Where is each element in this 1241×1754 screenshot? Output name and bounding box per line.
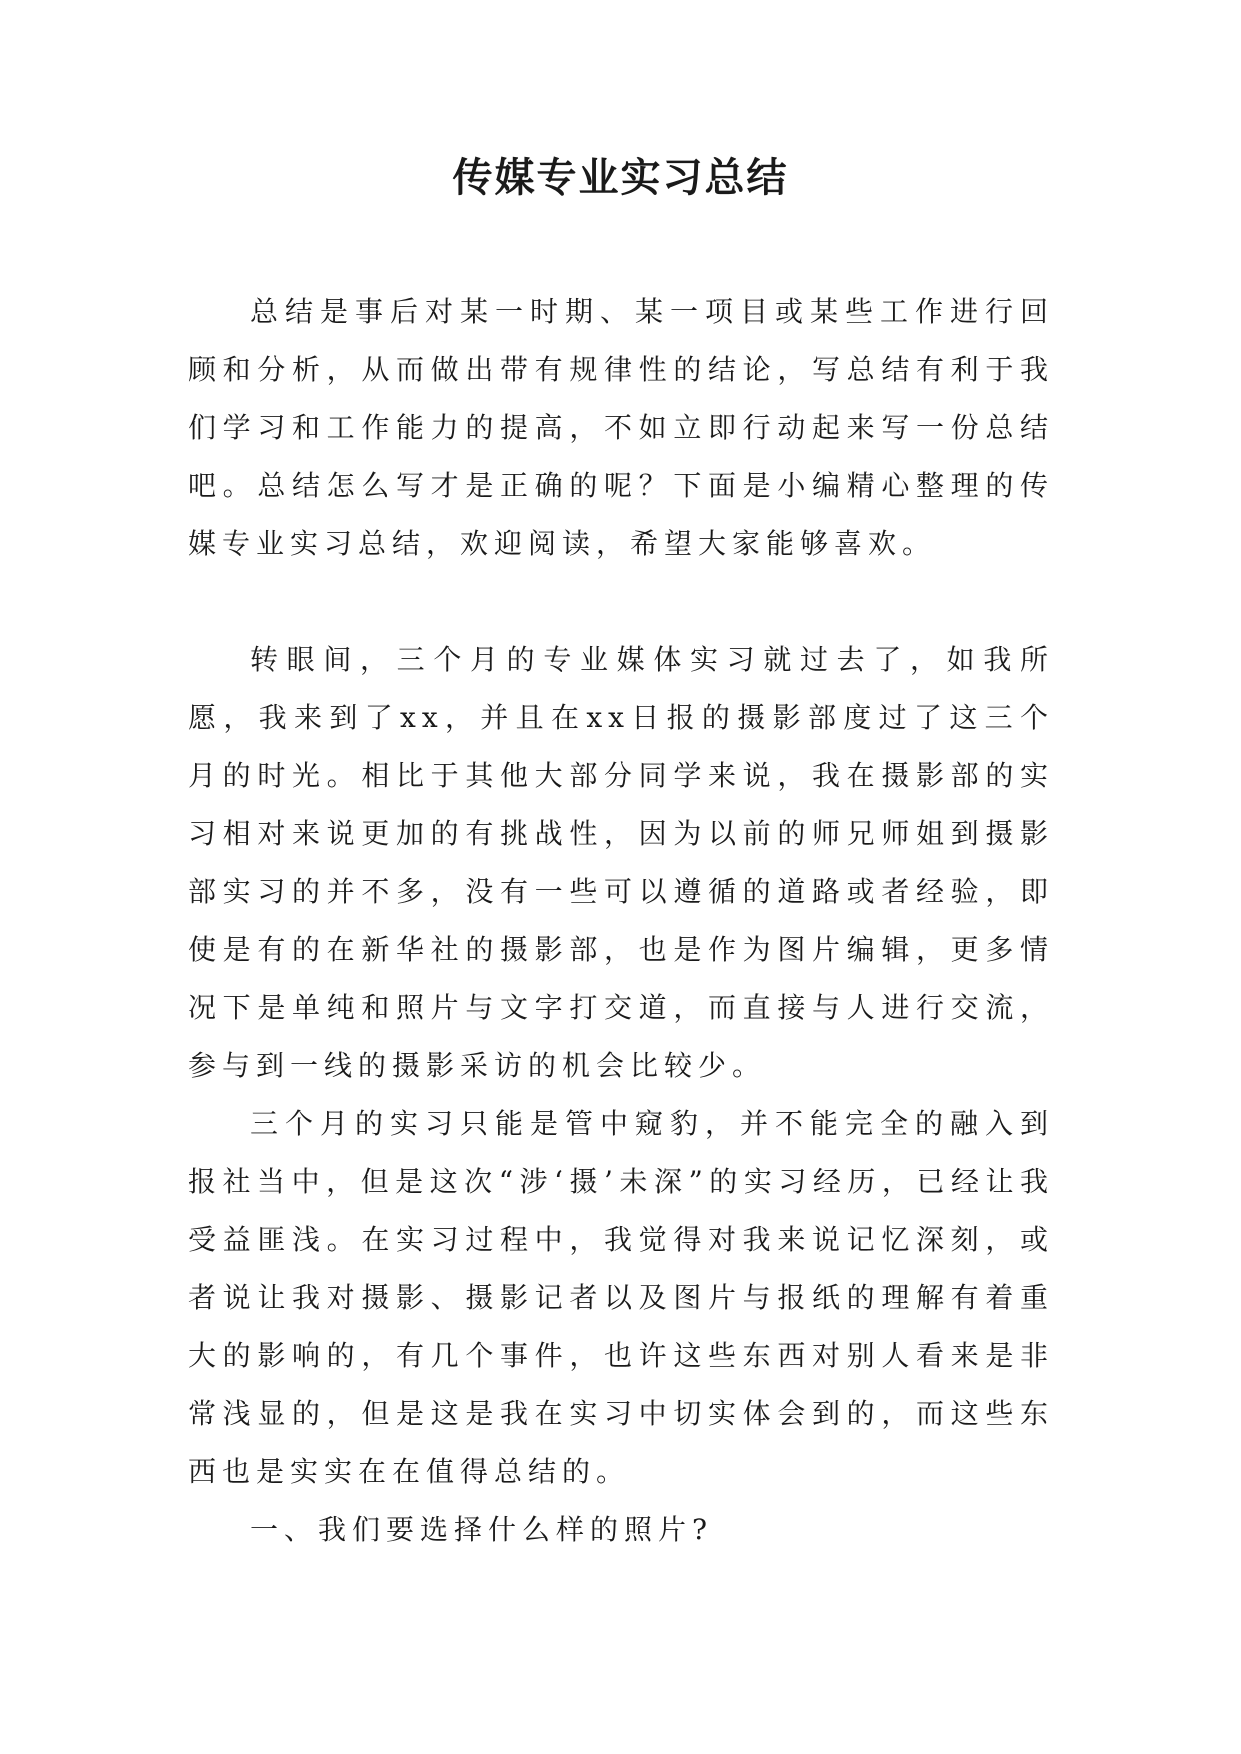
intro-section xyxy=(188,283,1054,573)
body-paragraph-2: 三个月的实习只能是管中窥豹，并不能完全的融入到报社当中，但是这次“涉‘摄’未深”的实习经历，已经让我受益匪浅。在实习过程中，我觉得对我来说记忆深刻，或者说让我对摄影、摄影记者以及图片与报纸的理解有着重大的影响的，有几个事件，也许这些东西对别人看来是非常浅显的，但是这是我在实习中切实体会到的，而这些东西也是实实在在值得总结的。 xyxy=(188,1107,1054,1488)
body-paragraph-1: 转眼间，三个月的专业媒体实习就过去了，如我所愿，我来到了xx，并且在xx日报的摄影部度过了这三个月的时光。相比于其他大部分同学来说，我在摄影部的实习相对来说更加的有挑战性，因为以前的师兄师姐到摄影部实习的并不多，没有一些可以遵循的道路或者经验，即使是有的在新华社的摄影部，也是作为图片编辑，更多情况下是单纯和照片与文字打交道，而直接与人进行交流，参与到一线的摄影采访的机会比较少。 xyxy=(188,643,1054,1082)
main-section xyxy=(188,631,1054,1559)
section-heading-1: 一、我们要选择什么样的照片? xyxy=(250,1513,714,1546)
document-title: 传媒专业实习总结 xyxy=(452,155,789,201)
intro-paragraph: 总结是事后对某一时期、某一项目或某些工作进行回顾和分析，从而做出带有规律性的结论，写总结有利于我们学习和工作能力的提高，不如立即行动起来写一份总结吧。总结怎么写才是正确的呢？下面是小编精心整理的传媒专业实习总结，欢迎阅读，希望大家能够喜欢。 xyxy=(188,295,1054,560)
